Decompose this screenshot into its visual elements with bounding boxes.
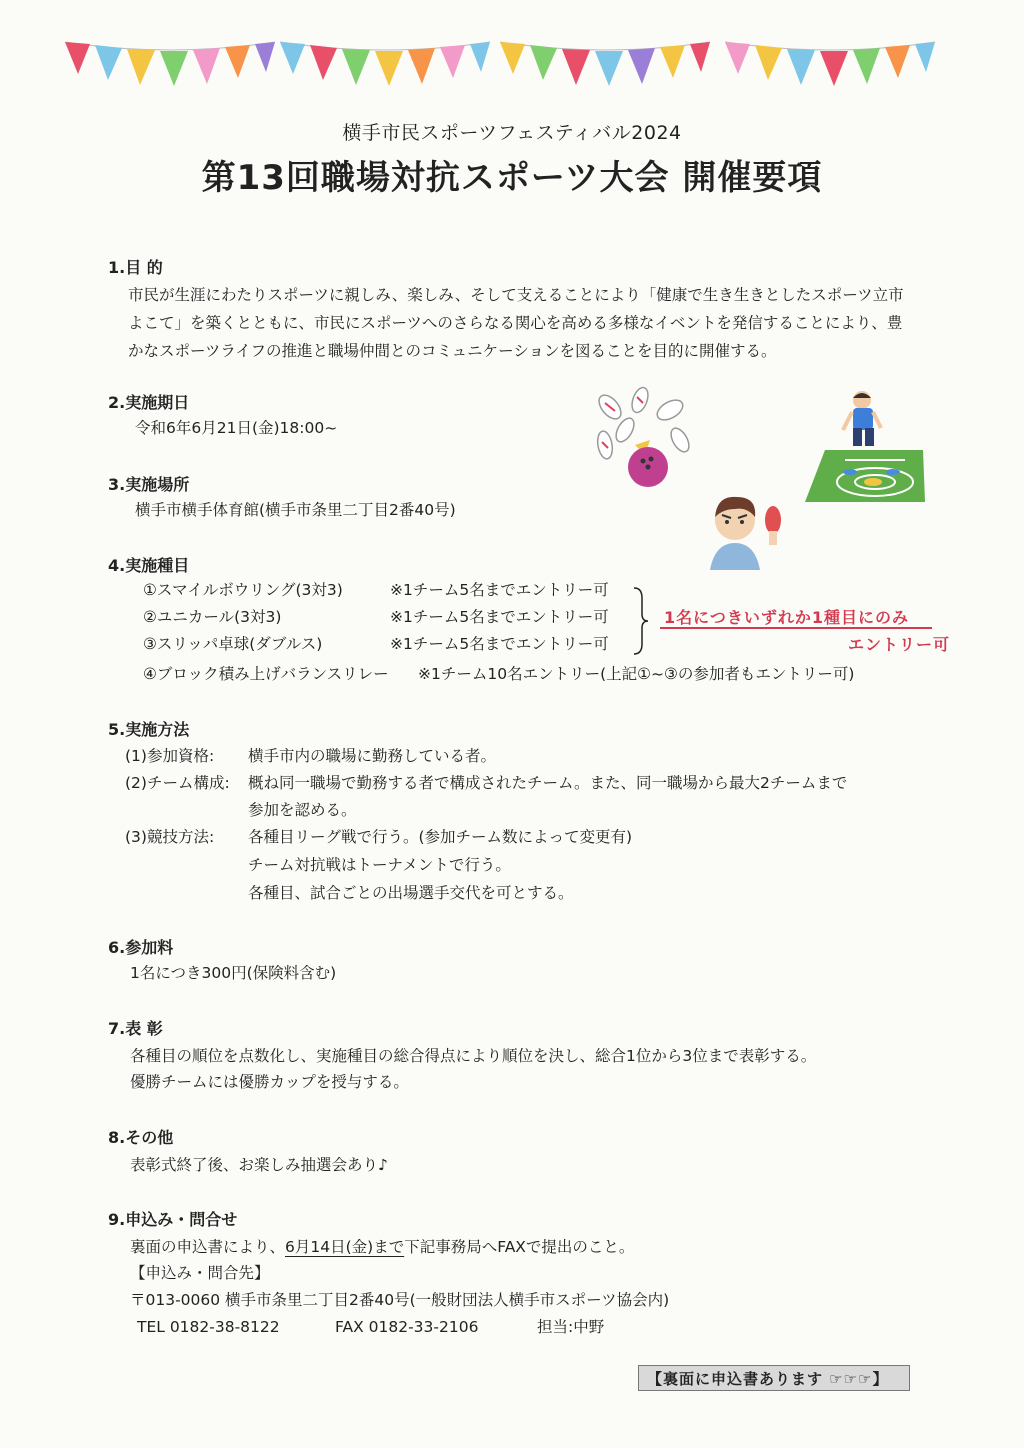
- method-text-1: 横手市内の職場に勤務している者。: [248, 747, 497, 765]
- purpose-line-2: よこて」を築くとともに、市民にスポーツへのさらなる関心を高める多様なイベントを発信することにより、豊: [128, 314, 903, 332]
- application-form-badge: 【裏面に申込書あります ☞☞☞】: [638, 1365, 910, 1391]
- section-fee-heading: 6.参加料: [108, 938, 174, 957]
- other-text: 表彰式終了後、お楽しみ抽選会あり♪: [130, 1156, 388, 1174]
- section-venue-heading: 3.実施場所: [108, 475, 190, 494]
- participation-fee: 1名につき300円(保険料含む): [130, 964, 337, 982]
- entry-limit-note-1: 1名につきいずれか1種目にのみ: [664, 608, 909, 627]
- method-label-1: (1)参加資格:: [125, 747, 215, 765]
- contact-address: 〒013-0060 横手市条里二丁目2番40号(一般財団法人横手市スポーツ協会内): [130, 1291, 670, 1309]
- event-date: 令和6年6月21日(金)18:00~: [135, 419, 338, 437]
- event-subtitle: 横手市民スポーツフェスティバル2024: [342, 122, 682, 144]
- contact-fax: FAX 0182-33-2106: [335, 1318, 479, 1336]
- method-text-2a: 概ね同一職場で勤務する者で構成されたチーム。また、同一職場から最大2チームまで: [248, 774, 848, 792]
- event-2-note: ※1チーム5名までエントリー可: [390, 608, 609, 626]
- method-label-3: (3)競技方法:: [125, 828, 215, 846]
- event-venue: 横手市横手体育館(横手市条里二丁目2番40号): [135, 501, 456, 519]
- event-4-name: ④ブロック積み上げバランスリレー: [143, 665, 389, 683]
- method-text-3a: 各種目リーグ戦で行う。(参加チーム数によって変更有): [248, 828, 633, 846]
- method-text-3b: チーム対抗戦はトーナメントで行う。: [248, 856, 511, 874]
- contact-label: 【申込み・問合先】: [130, 1264, 270, 1282]
- slipper-pingpong-illustration-icon: [705, 485, 785, 570]
- awards-line-1: 各種目の順位を点数化し、実施種目の総合得点により順位を決し、総合1位から3位まで表彰する。: [130, 1047, 817, 1065]
- events-brace-icon: [632, 586, 650, 656]
- entry-limit-underline: [660, 627, 932, 629]
- application-post: 下記事務局へFAXで提出のこと。: [404, 1238, 635, 1256]
- application-pre: 裏面の申込書により、: [130, 1238, 286, 1256]
- application-deadline: 6月14日(金)まで: [285, 1238, 405, 1256]
- section-contact-heading: 9.申込み・問合せ: [108, 1210, 238, 1229]
- application-instruction: [130, 1233, 634, 1261]
- section-method-heading: 5.実施方法: [108, 720, 190, 739]
- section-other-heading: 8.その他: [108, 1128, 174, 1147]
- unicurl-illustration-icon: [805, 390, 930, 505]
- bunting-flags-icon: [60, 30, 940, 100]
- method-label-2: (2)チーム構成:: [125, 774, 230, 792]
- section-awards-heading: 7.表 彰: [108, 1019, 163, 1038]
- section-events-heading: 4.実施種目: [108, 556, 190, 575]
- event-2-name: ②ユニカール(3対3): [143, 608, 282, 626]
- event-1-note: ※1チーム5名までエントリー可: [390, 581, 609, 599]
- event-1-name: ①スマイルボウリング(3対3): [143, 581, 343, 599]
- entry-limit-note-2: エントリー可: [848, 635, 951, 654]
- section-date-heading: 2.実施期日: [108, 393, 190, 412]
- method-text-2b: 参加を認める。: [248, 801, 357, 819]
- event-4-note: ※1チーム10名エントリー(上記①~③の参加者もエントリー可): [418, 665, 855, 683]
- purpose-line-1: 市民が生涯にわたりスポーツに親しみ、楽しみ、そして支えることにより「健康で生き生きとしたスポーツ立市: [128, 286, 904, 304]
- contact-person: 担当:中野: [537, 1318, 605, 1336]
- page-title: 第13回職場対抗スポーツ大会 開催要項: [201, 158, 823, 198]
- method-text-3c: 各種目、試合ごとの出場選手交代を可とする。: [248, 884, 574, 902]
- contact-tel: TEL 0182-38-8122: [137, 1318, 280, 1336]
- section-purpose-heading: 1.目 的: [108, 258, 163, 277]
- purpose-line-3: かなスポーツライフの推進と職場仲間とのコミュニケーションを図ることを目的に開催する。: [128, 342, 777, 360]
- bowling-illustration-icon: [585, 385, 700, 495]
- event-3-note: ※1チーム5名までエントリー可: [390, 635, 609, 653]
- awards-line-2: 優勝チームには優勝カップを授与する。: [130, 1073, 409, 1091]
- event-3-name: ③スリッパ卓球(ダブルス): [143, 635, 323, 653]
